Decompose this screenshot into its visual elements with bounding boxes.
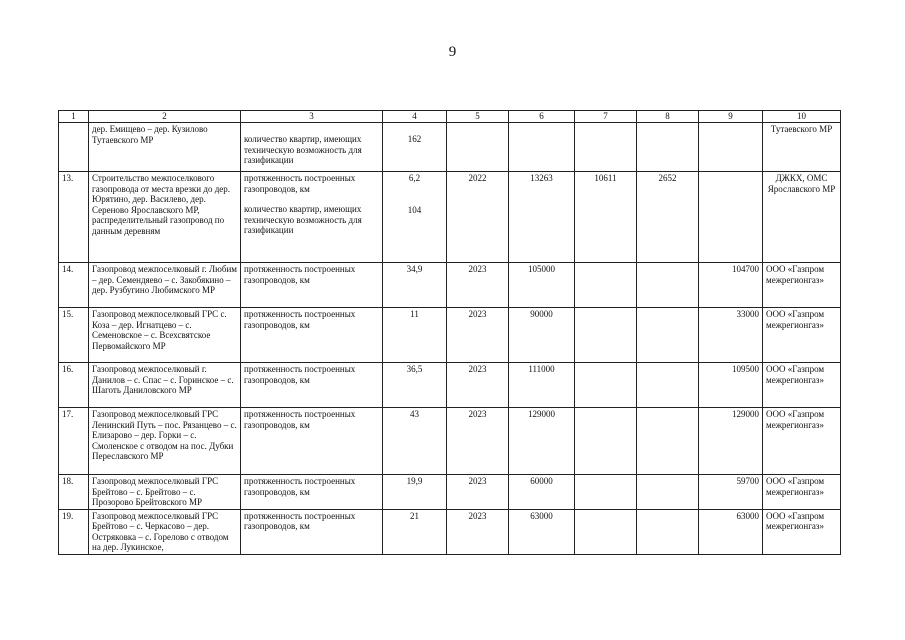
- row-number: 17.: [59, 408, 89, 475]
- funding-total: [509, 123, 575, 172]
- funding-col9: 104700: [699, 263, 763, 308]
- table-row: [59, 172, 841, 263]
- object-name: Газопровод межпоселковый ГРС Ленинский Путь – пос. Рязанцево – с. Елизарово – дер. Горки – с. Смоленское с отводом на пос. Дубки Переславского МР: [89, 408, 241, 475]
- year-cell: 2022: [447, 172, 509, 263]
- header-cell: 9: [699, 111, 763, 123]
- object-name: Газопровод межпоселковый г. Любим – дер. Семендяево – с. Закобякино – дер. Рузбугино Любимского МР: [89, 263, 241, 308]
- object-name: Газопровод межпоселковый ГРС с. Коза – дер. Игнатцево – с. Семеновское – с. Всехсвятское Первомайского МР: [89, 308, 241, 363]
- header-cell: 4: [383, 111, 447, 123]
- row-number: 16.: [59, 363, 89, 408]
- executor: ООО «Газпром межрегионгаз»: [763, 509, 841, 554]
- indicator-apartments: количество квартир, имеющих техническую возможность для газификации: [244, 134, 362, 165]
- indicator-value-length: 36,5: [383, 363, 447, 408]
- funding-col9: 63000: [699, 509, 763, 554]
- funding-col7: [575, 308, 637, 363]
- funding-total: 63000: [509, 509, 575, 554]
- indicator-value-length: 6,2: [408, 173, 421, 183]
- program-table: [58, 110, 841, 555]
- funding-col8: [637, 363, 699, 408]
- header-row: [59, 111, 841, 123]
- indicator-value-length: 34,9: [383, 263, 447, 308]
- object-name: Газопровод межпоселковый ГРС Брейтово – с. Брейтово – с. Прозорово Брейтовского МР: [89, 475, 241, 510]
- funding-col9: 109500: [699, 363, 763, 408]
- indicator-value-length: 43: [383, 408, 447, 475]
- funding-col7: [575, 408, 637, 475]
- funding-total: 129000: [509, 408, 575, 475]
- funding-col9: 59700: [699, 475, 763, 510]
- funding-col8: [637, 408, 699, 475]
- funding-col7: [575, 123, 637, 172]
- table-row: [59, 123, 841, 172]
- table-row: [59, 263, 841, 308]
- year-cell: 2023: [447, 475, 509, 510]
- funding-col8: [637, 509, 699, 554]
- executor: ДЖКХ, ОМС Ярославского МР: [763, 172, 841, 263]
- indicator-length: протяженность построенных газопроводов, км: [241, 408, 383, 475]
- funding-col9: 129000: [699, 408, 763, 475]
- header-cell: 10: [763, 111, 841, 123]
- row-number: [59, 123, 89, 172]
- indicator-value: [383, 123, 447, 172]
- indicator: [241, 123, 383, 172]
- funding-total: 13263: [509, 172, 575, 263]
- indicator-value-length: 19,9: [383, 475, 447, 510]
- indicator-length: протяженность построенных газопроводов, км: [241, 509, 383, 554]
- row-number: 19.: [59, 509, 89, 554]
- funding-col8: [637, 123, 699, 172]
- indicator-length: протяженность построенных газопроводов, км: [241, 475, 383, 510]
- header-cell: 3: [241, 111, 383, 123]
- header-cell: 8: [637, 111, 699, 123]
- funding-col7: [575, 509, 637, 554]
- indicator-length: протяженность построенных газопроводов, км: [241, 308, 383, 363]
- executor: ООО «Газпром межрегионгаз»: [763, 308, 841, 363]
- year-cell: 2023: [447, 509, 509, 554]
- row-number: 13.: [59, 172, 89, 263]
- executor: ООО «Газпром межрегионгаз»: [763, 263, 841, 308]
- object-name: Строительство межпоселкового газопровода от места врезки до дер. Юрятино, дер. Василево, дер. Сереново Ярославского МР, распределительный газопровод по данным деревням: [89, 172, 241, 263]
- header-cell: 6: [509, 111, 575, 123]
- executor: Тутаевского МР: [763, 123, 841, 172]
- indicator-apartments: количество квартир, имеющих техническую возможность для газификации: [244, 204, 362, 235]
- year-cell: 2023: [447, 363, 509, 408]
- table-row: [59, 363, 841, 408]
- table-row: [59, 509, 841, 554]
- indicator-length: протяженность построенных газопроводов, км: [241, 363, 383, 408]
- object-name: дер. Емищево – дер. Кузилово Тутаевского МР: [89, 123, 241, 172]
- funding-col8: 2652: [637, 172, 699, 263]
- table-row: [59, 408, 841, 475]
- funding-col7: [575, 263, 637, 308]
- executor: ООО «Газпром межрегионгаз»: [763, 408, 841, 475]
- funding-total: 111000: [509, 363, 575, 408]
- year-cell: [447, 123, 509, 172]
- indicator-length: протяженность построенных газопроводов, км: [241, 263, 383, 308]
- table-row: [59, 475, 841, 510]
- header-cell: 7: [575, 111, 637, 123]
- funding-col9: 33000: [699, 308, 763, 363]
- funding-col8: [637, 308, 699, 363]
- header-cell: 5: [447, 111, 509, 123]
- year-cell: 2023: [447, 408, 509, 475]
- funding-total: 60000: [509, 475, 575, 510]
- year-cell: 2023: [447, 263, 509, 308]
- funding-col9: [699, 123, 763, 172]
- page-number: 9: [448, 44, 457, 60]
- indicator: [241, 172, 383, 263]
- year-cell: 2023: [447, 308, 509, 363]
- indicator-value-apartments: 162: [407, 134, 422, 144]
- executor: ООО «Газпром межрегионгаз»: [763, 475, 841, 510]
- object-name: Газопровод межпоселковый г. Данилов – с. Спас – с. Горинское – с. Шаготь Даниловского МР: [89, 363, 241, 408]
- table-row: [59, 308, 841, 363]
- funding-total: 90000: [509, 308, 575, 363]
- indicator-value: [383, 172, 447, 263]
- funding-col7: [575, 475, 637, 510]
- indicator-value-length: 21: [383, 509, 447, 554]
- indicator-value-length: 11: [383, 308, 447, 363]
- funding-col7: [575, 363, 637, 408]
- funding-col7: 10611: [575, 172, 637, 263]
- header-cell: 1: [59, 111, 89, 123]
- object-name: Газопровод межпоселковый ГРС Брейтово – с. Черкасово – дер. Остряковка – с. Горелово с отводом на дер. Лукинское,: [89, 509, 241, 554]
- row-number: 15.: [59, 308, 89, 363]
- funding-col8: [637, 263, 699, 308]
- funding-col8: [637, 475, 699, 510]
- funding-col9: [699, 172, 763, 263]
- row-number: 18.: [59, 475, 89, 510]
- funding-total: 105000: [509, 263, 575, 308]
- row-number: 14.: [59, 263, 89, 308]
- executor: ООО «Газпром межрегионгаз»: [763, 363, 841, 408]
- indicator-length: протяженность построенных газопроводов, км: [244, 173, 356, 194]
- indicator-value-apartments: 104: [407, 204, 422, 215]
- header-cell: 2: [89, 111, 241, 123]
